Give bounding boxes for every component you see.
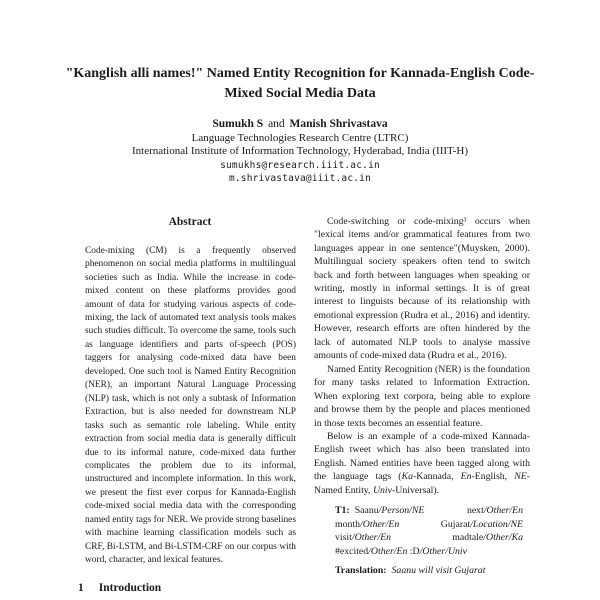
translation-line: [335, 564, 523, 577]
email-line-1: sumukhs@research.iiit.ac.in: [220, 159, 380, 171]
intro-paragraph-2: Named Entity Recognition (NER) is the foundation for many tasks related to Information Extraction. When exploring text corpora, being able to explore and browse them by the people and places mentioned in those texts becomes an essential feature.: [314, 363, 530, 429]
author-name-1: Sumukh S: [212, 117, 264, 130]
intro-paragraph-1: Code-switching or code-mixing³ occurs when "lexical items and/or grammatical features from two languages appear in one sentence"(Muysken, 2000). Multilingual society speakers often tend to switch back and forth between languages when speaking or writing, mostly in informal settings. It is of great interest to linguists because of its relationship with emotional expression (Rudra et al., 2016) and identity. However, research efforts are often hindered by the lack of automated NLP tools to analyse massive amounts of code-mixed data (Rudra et al., 2016).: [314, 215, 530, 362]
abstract-heading: Abstract: [168, 215, 212, 228]
affiliation-line-2: International Institute of Information Technology, Hyderabad, India (IIIT-H): [131, 145, 469, 158]
right-column: [314, 215, 530, 594]
authors-line: [0, 117, 600, 131]
t1-content: Saanu/Person/NE next/Other/En month/Other/En Gujarat/Location/NE visit/Other/En madtale/Other/Ka #excited/Other/En :D/Other/Univ: [335, 505, 523, 557]
email-line-2: m.shrivastava@iiit.ac.in: [228, 173, 372, 185]
example-t1: [335, 504, 523, 558]
two-column-body: [78, 215, 530, 594]
translation-text: Saanu will visit Gujarat: [391, 565, 486, 577]
t1-label: T1:: [335, 505, 350, 517]
section-1-heading: [78, 582, 302, 594]
author-conjunction: and: [268, 117, 285, 130]
translation-label: Translation:: [335, 565, 387, 577]
intro-paragraph-3: Below is an example of a code-mixed Kannada-English tweet which has also been translated into English. Named entities have been tagged along with the language tags (Ka-Kannada, En-English, NE-Named Entity, Univ-Universal).: [314, 431, 530, 496]
left-column: [78, 215, 302, 594]
section-1-number: 1: [78, 581, 84, 594]
author-name-2: Manish Shrivastava: [289, 117, 388, 130]
paper-title: "Kanglish alli names!" Named Entity Recognition for Kannada-English Code-Mixed Social Media Data: [65, 66, 535, 101]
section-1-title: Introduction: [98, 581, 162, 594]
affiliation-line-1: Language Technologies Research Centre (LTRC): [191, 131, 409, 144]
abstract-text: Code-mixing (CM) is a frequently observed phenomenon on social media platforms in multilingual societies such as India. While the increase in code-mixed content on these platforms provides good amount of data for studying various aspects of code-mixing, the lack of automated text analysis tools makes such studies difficult. To overcome the same, tools such as language identifiers and parts of-speech (POS) taggers for analysing code-mixed data have been developed. One such tool is Named Entity Recognition (NER), an important Natural Language Processing (NLP) task, which is not only a subtask of Information Extraction, but is also needed for downstream NLP tasks such as semantic role labeling. While entity extraction from social media data is generally difficult due to its informal nature, code-mixed data further complicates the problem due to its informal, unstructured and incomplete information. In this work, we present the first ever corpus for Kannada-English code-mixed social media data with the corresponding named entity tags for NER. We provide strong baselines with machine learning classification models such as CRF, Bi-LSTM, and Bi-LSTM-CRF on our corpus with word, character, and lexical features.: [85, 245, 296, 566]
